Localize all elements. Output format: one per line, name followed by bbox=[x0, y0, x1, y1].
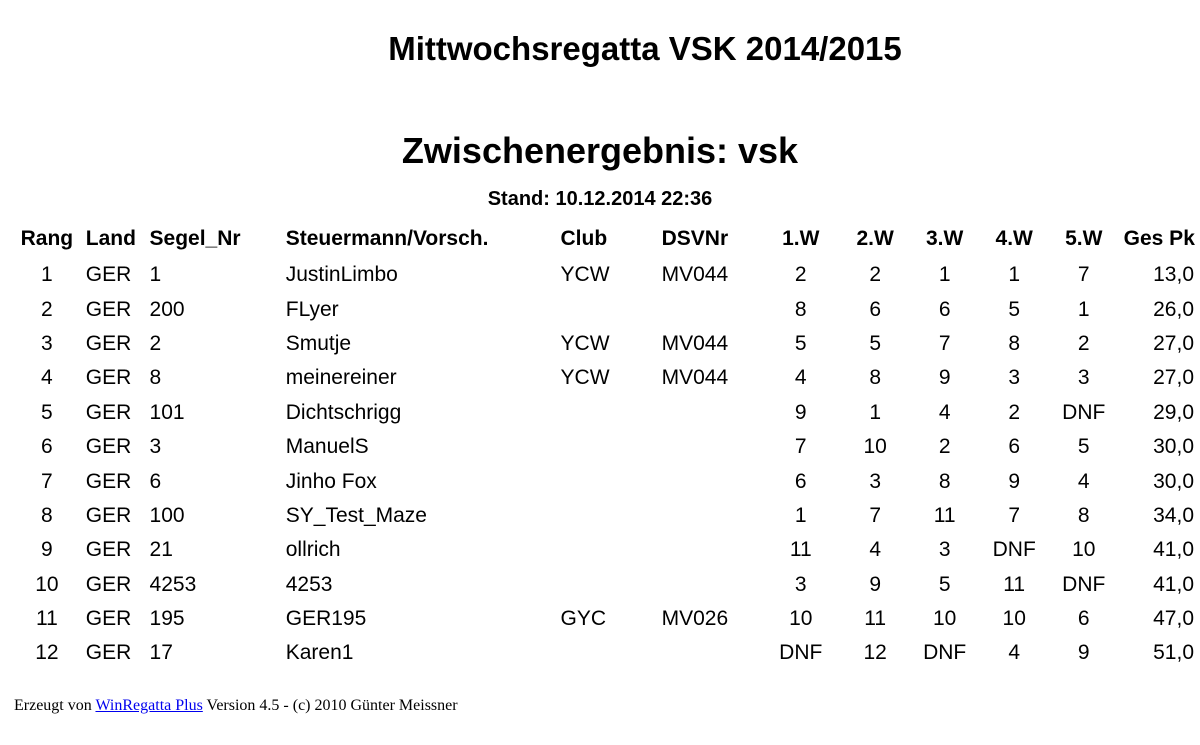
cell-w5: 4 bbox=[1077, 469, 1090, 493]
cell-w3: 1 bbox=[938, 263, 951, 287]
table-row bbox=[14, 636, 1200, 670]
cell-steuermann: Jinho Fox bbox=[285, 469, 377, 493]
cell-w2: 10 bbox=[863, 435, 887, 459]
cell-rang: 1 bbox=[41, 263, 53, 287]
cell-land: GER bbox=[85, 572, 132, 596]
cell-land: GER bbox=[85, 400, 132, 424]
cell-segel-nr: 2 bbox=[149, 331, 162, 355]
cell-w4: 6 bbox=[1008, 435, 1021, 459]
cell-steuermann: JustinLimbo bbox=[285, 263, 398, 287]
cell-w1: 9 bbox=[794, 400, 807, 424]
cell-ges-pk: 51,0 bbox=[1153, 641, 1194, 665]
cell-w4: 4 bbox=[1008, 641, 1021, 665]
cell-w2: 12 bbox=[863, 641, 887, 665]
cell-w3: 8 bbox=[938, 469, 951, 493]
cell-w4: 10 bbox=[1002, 607, 1026, 631]
cell-land: GER bbox=[85, 331, 132, 355]
cell-rang: 9 bbox=[41, 538, 53, 562]
cell-rang: 2 bbox=[41, 297, 53, 321]
cell-w3: 3 bbox=[938, 538, 951, 562]
cell-rang: 3 bbox=[41, 331, 53, 355]
cell-segel-nr: 101 bbox=[149, 400, 185, 424]
cell-rang: 12 bbox=[35, 641, 59, 665]
cell-steuermann: Dichtschrigg bbox=[285, 400, 402, 424]
cell-w4: 5 bbox=[1008, 297, 1021, 321]
cell-dsvnr: MV044 bbox=[661, 263, 729, 287]
cell-w3: DNF bbox=[923, 641, 967, 665]
column-header-ges-pk: Ges Pk bbox=[1123, 227, 1195, 250]
cell-dsvnr bbox=[662, 499, 761, 533]
cell-w3: 6 bbox=[938, 297, 951, 321]
cell-club bbox=[561, 533, 662, 567]
cell-dsvnr bbox=[662, 636, 761, 670]
cell-steuermann: Smutje bbox=[285, 331, 352, 355]
cell-land: GER bbox=[85, 641, 132, 665]
cell-club bbox=[561, 396, 662, 430]
cell-w5: 6 bbox=[1077, 607, 1090, 631]
cell-w3: 10 bbox=[932, 607, 957, 631]
cell-w5: 9 bbox=[1077, 641, 1090, 665]
table-row bbox=[14, 327, 1200, 361]
cell-w5: 7 bbox=[1077, 263, 1090, 287]
page-title: Mittwochsregatta VSK 2014/2015 bbox=[388, 30, 902, 67]
cell-rang: 7 bbox=[41, 469, 53, 493]
table-row bbox=[14, 568, 1200, 602]
cell-club bbox=[561, 636, 662, 670]
cell-steuermann: ollrich bbox=[285, 538, 341, 562]
column-header-w3: 3.W bbox=[925, 227, 964, 250]
footer-prefix: Erzeugt von bbox=[14, 697, 92, 714]
cell-steuermann: 4253 bbox=[285, 572, 333, 596]
cell-steuermann: Karen1 bbox=[285, 641, 354, 665]
cell-club bbox=[561, 568, 662, 602]
cell-w1: 7 bbox=[794, 435, 807, 459]
cell-w1: 11 bbox=[789, 538, 812, 562]
cell-ges-pk: 27,0 bbox=[1153, 331, 1194, 355]
cell-land: GER bbox=[85, 263, 132, 287]
cell-ges-pk: 13,0 bbox=[1153, 263, 1194, 287]
cell-w4: 7 bbox=[1008, 503, 1021, 527]
cell-steuermann: GER195 bbox=[285, 607, 367, 631]
cell-steuermann: ManuelS bbox=[285, 435, 369, 459]
cell-segel-nr: 1 bbox=[149, 263, 162, 287]
cell-steuermann: SY_Test_Maze bbox=[285, 503, 427, 527]
cell-w5: 8 bbox=[1077, 503, 1090, 527]
cell-w5: DNF bbox=[1062, 572, 1106, 596]
cell-rang: 10 bbox=[35, 572, 59, 596]
cell-ges-pk: 26,0 bbox=[1153, 297, 1194, 321]
cell-land: GER bbox=[85, 435, 132, 459]
cell-club bbox=[561, 292, 662, 326]
table-body bbox=[14, 258, 1200, 671]
cell-club: GYC bbox=[560, 607, 607, 631]
cell-w2: 1 bbox=[869, 400, 881, 424]
cell-dsvnr: MV044 bbox=[661, 331, 729, 355]
cell-w4: DNF bbox=[992, 538, 1036, 562]
cell-rang: 11 bbox=[35, 607, 58, 631]
column-header-dsvnr: DSVNr bbox=[661, 227, 729, 250]
cell-w1: DNF bbox=[779, 641, 823, 665]
cell-segel-nr: 4253 bbox=[149, 572, 197, 596]
cell-w3: 7 bbox=[938, 331, 951, 355]
footer bbox=[14, 697, 458, 715]
cell-steuermann: meinereiner bbox=[285, 366, 397, 390]
cell-dsvnr: MV044 bbox=[661, 366, 729, 390]
cell-w5: 2 bbox=[1077, 331, 1090, 355]
cell-w1: 3 bbox=[794, 572, 807, 596]
table-row bbox=[14, 292, 1200, 326]
cell-segel-nr: 21 bbox=[149, 538, 173, 562]
column-header-w2: 2.W bbox=[856, 227, 894, 250]
cell-ges-pk: 30,0 bbox=[1153, 435, 1194, 459]
table-row bbox=[14, 361, 1200, 395]
cell-dsvnr bbox=[662, 396, 761, 430]
cell-segel-nr: 195 bbox=[149, 607, 185, 631]
cell-w3: 9 bbox=[938, 366, 951, 390]
table-row bbox=[14, 464, 1200, 498]
cell-rang: 4 bbox=[41, 366, 53, 390]
cell-club bbox=[561, 430, 662, 464]
column-header-steuermann: Steuermann/Vorsch. bbox=[285, 227, 489, 250]
cell-w2: 8 bbox=[869, 366, 881, 390]
cell-land: GER bbox=[85, 503, 132, 527]
cell-w1: 1 bbox=[794, 503, 807, 527]
cell-dsvnr bbox=[662, 464, 761, 498]
cell-w1: 8 bbox=[794, 297, 807, 321]
column-header-land: Land bbox=[85, 227, 136, 250]
table-row bbox=[14, 499, 1200, 533]
cell-land: GER bbox=[85, 469, 132, 493]
cell-w4: 8 bbox=[1008, 331, 1021, 355]
cell-w2: 3 bbox=[869, 469, 881, 493]
cell-w5: 1 bbox=[1077, 297, 1090, 321]
cell-ges-pk: 41,0 bbox=[1153, 538, 1194, 562]
timestamp-label: Stand: 10.12.2014 22:36 bbox=[487, 188, 713, 210]
cell-w2: 6 bbox=[869, 297, 881, 321]
cell-w3: 2 bbox=[938, 435, 951, 459]
cell-w1: 4 bbox=[794, 366, 807, 390]
cell-rang: 8 bbox=[41, 503, 53, 527]
cell-segel-nr: 17 bbox=[149, 641, 173, 665]
table-row bbox=[14, 430, 1200, 464]
cell-segel-nr: 100 bbox=[149, 503, 185, 527]
cell-w1: 5 bbox=[794, 331, 807, 355]
cell-land: GER bbox=[85, 538, 132, 562]
cell-ges-pk: 29,0 bbox=[1153, 400, 1194, 424]
cell-w1: 2 bbox=[794, 263, 807, 287]
cell-dsvnr bbox=[662, 292, 761, 326]
cell-segel-nr: 8 bbox=[149, 366, 162, 390]
table-header-row bbox=[14, 226, 1200, 258]
cell-club: YCW bbox=[560, 263, 610, 287]
table-row bbox=[14, 396, 1200, 430]
cell-segel-nr: 6 bbox=[149, 469, 162, 493]
cell-land: GER bbox=[85, 366, 132, 390]
cell-w1: 6 bbox=[794, 469, 807, 493]
cell-ges-pk: 27,0 bbox=[1153, 366, 1194, 390]
cell-w2: 5 bbox=[869, 331, 881, 355]
cell-w2: 11 bbox=[864, 607, 887, 631]
cell-w2: 2 bbox=[869, 263, 881, 287]
cell-segel-nr: 3 bbox=[149, 435, 162, 459]
footer-suffix: Version 4.5 - (c) 2010 Günter Meissner bbox=[206, 697, 458, 714]
cell-club bbox=[561, 499, 662, 533]
cell-w2: 7 bbox=[869, 503, 881, 527]
column-header-segel-nr: Segel_Nr bbox=[149, 227, 241, 250]
cell-w3: 5 bbox=[938, 572, 951, 596]
cell-w4: 9 bbox=[1008, 469, 1021, 493]
cell-w1: 10 bbox=[789, 607, 813, 631]
column-header-w4: 4.W bbox=[995, 227, 1033, 250]
cell-segel-nr: 200 bbox=[149, 297, 185, 321]
table-row bbox=[14, 533, 1200, 567]
cell-ges-pk: 34,0 bbox=[1153, 503, 1194, 527]
cell-w4: 11 bbox=[1003, 572, 1026, 596]
cell-ges-pk: 41,0 bbox=[1153, 572, 1194, 596]
table-row bbox=[14, 602, 1200, 636]
results-table bbox=[14, 226, 1200, 671]
cell-w4: 1 bbox=[1008, 263, 1021, 287]
cell-ges-pk: 30,0 bbox=[1153, 469, 1194, 493]
cell-w2: 9 bbox=[869, 572, 881, 596]
cell-dsvnr bbox=[662, 533, 761, 567]
cell-w4: 2 bbox=[1008, 400, 1021, 424]
cell-w5: 5 bbox=[1077, 435, 1090, 459]
cell-w4: 3 bbox=[1008, 366, 1021, 390]
table-row bbox=[14, 258, 1200, 292]
cell-w2: 4 bbox=[869, 538, 881, 562]
cell-rang: 5 bbox=[41, 400, 53, 424]
cell-rang: 6 bbox=[41, 435, 53, 459]
cell-land: GER bbox=[85, 607, 132, 631]
column-header-w5: 5.W bbox=[1065, 227, 1103, 250]
cell-dsvnr: MV026 bbox=[661, 607, 729, 631]
cell-club: YCW bbox=[560, 366, 610, 390]
winregatta-link[interactable]: WinRegatta Plus bbox=[95, 697, 203, 714]
column-header-rang: Rang bbox=[20, 227, 74, 250]
page-subtitle: Zwischenergebnis: vsk bbox=[401, 130, 799, 171]
cell-w5: 10 bbox=[1072, 538, 1096, 562]
cell-dsvnr bbox=[662, 568, 761, 602]
cell-land: GER bbox=[85, 297, 132, 321]
cell-ges-pk: 47,0 bbox=[1153, 607, 1194, 631]
cell-club: YCW bbox=[560, 331, 610, 355]
cell-dsvnr bbox=[662, 430, 761, 464]
cell-w5: DNF bbox=[1062, 400, 1106, 424]
cell-club bbox=[561, 464, 662, 498]
cell-steuermann: FLyer bbox=[285, 297, 339, 321]
cell-w5: 3 bbox=[1077, 366, 1090, 390]
column-header-club: Club bbox=[560, 227, 608, 250]
column-header-w1: 1.W bbox=[782, 227, 820, 250]
cell-w3: 11 bbox=[933, 503, 956, 527]
cell-w3: 4 bbox=[938, 400, 951, 424]
